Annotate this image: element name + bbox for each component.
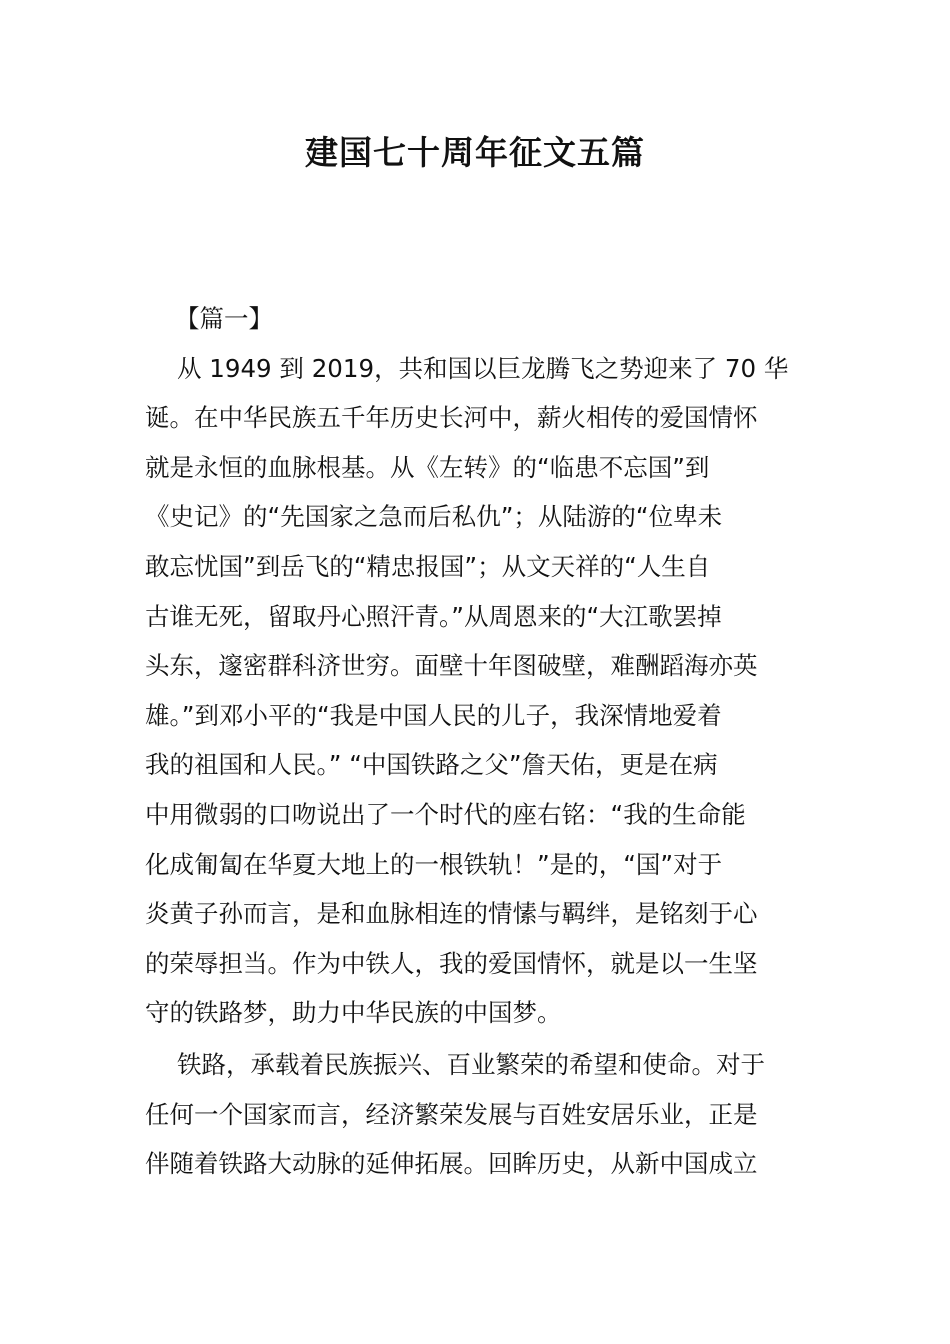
paragraph-line: 《史记》的“先国家之急而后私仇”；从陆游的“位卑未 (145, 502, 723, 532)
paragraph-line: 的荣辱担当。作为中铁人，我的爱国情怀，就是以一生坚 (145, 948, 758, 978)
paragraph-line: 任何一个国家而言，经济繁荣发展与百姓安居乐业，正是 (145, 1099, 758, 1129)
paragraph-line: 守的铁路梦，助力中华民族的中国梦。 (145, 998, 562, 1028)
paragraph-line: 就是永恒的血脉根基。从《左转》的“临患不忘国”到 (145, 452, 710, 482)
paragraph-line: 从 1949 到 2019，共和国以巨龙腾飞之势迎来了 70 华 (177, 353, 789, 383)
paragraph-2 (145, 1040, 795, 1189)
paragraph-line: 敢忘忧国”到岳飞的“精忠报国”；从文天祥的“人生自 (145, 551, 711, 581)
document-title: 建国七十周年征文五篇 (305, 133, 645, 172)
paragraph-line: 头东，邃密群科济世穷。面壁十年图破壁，难酬蹈海亦英 (145, 651, 758, 681)
paragraph-line: 雄。”到邓小平的“我是中国人民的儿子，我深情地爱着 (145, 700, 722, 730)
document-body (145, 294, 795, 1189)
paragraph-line: 伴随着铁路大动脉的延伸拓展。回眸历史，从新中国成立 (145, 1149, 758, 1179)
paragraph-line: 化成匍匐在华夏大地上的一根铁轨！”是的，“国”对于 (145, 849, 723, 879)
paragraph-line: 炎黄子孙而言，是和血脉相连的情愫与羁绊，是铭刻于心 (145, 899, 758, 929)
paragraph-line: 我的祖国和人民。” “中国铁路之父”詹天佑，更是在病 (145, 750, 718, 780)
paragraph-line: 中用微弱的口吻说出了一个时代的座右铭：“我的生命能 (145, 799, 746, 829)
paragraph-1 (145, 344, 795, 1038)
paragraph-line: 诞。在中华民族五千年历史长河中，薪火相传的爱国情怀 (145, 403, 758, 433)
section-heading: 【篇一】 (175, 304, 273, 333)
paragraph-line: 铁路，承载着民族振兴、百业繁荣的希望和使命。对于 (177, 1049, 765, 1079)
paragraph-line: 古谁无死，留取丹心照汗青。”从周恩来的“大江歌罢掉 (145, 601, 722, 631)
